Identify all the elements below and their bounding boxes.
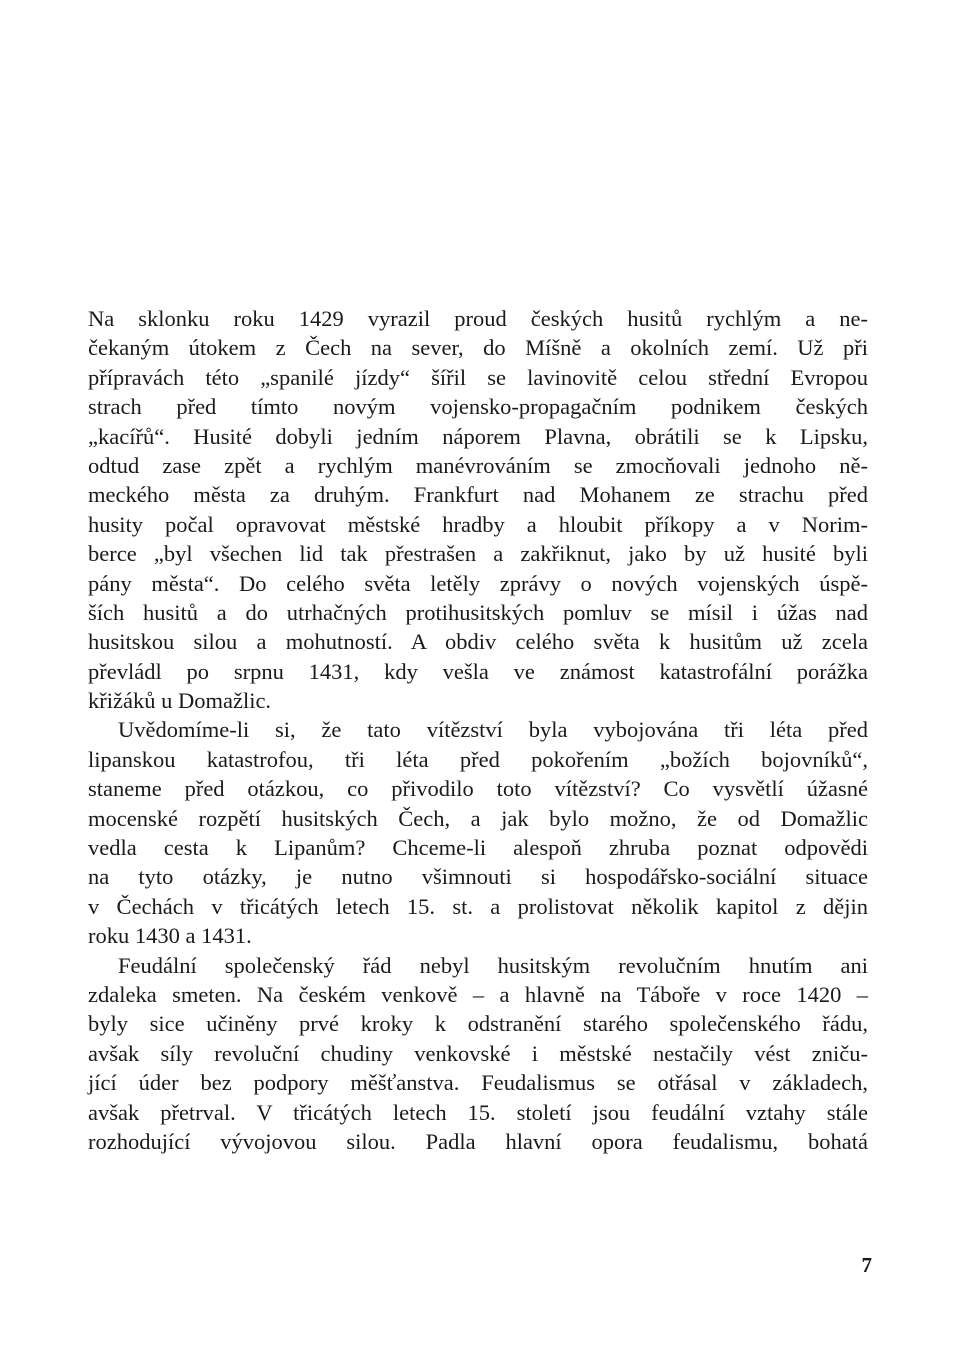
- text-line: Feudální společenský řád nebyl husitským revolučním hnutím ani: [118, 952, 868, 978]
- paragraph-1: [88, 304, 868, 715]
- text-line: jící úder bez podpory měšťanstva. Feudalismus se otřásal v základech,: [88, 1070, 868, 1096]
- text-line: avšak síly revoluční chudiny venkovské i městské nestačily vést zniču-: [88, 1040, 868, 1066]
- text-line: berce „byl všechen lid tak přestrašen a zakřiknut, jako by už husité byli: [88, 541, 868, 567]
- text-line: rozhodující vývojovou silou. Padla hlavní opora feudalismu, bohatá: [88, 1128, 868, 1154]
- text-line: meckého města za druhým. Frankfurt nad Mohanem ze strachu před: [88, 482, 868, 508]
- text-line: přípravách této „spanilé jízdy“ šířil se lavinovitě celou střední Evropou: [88, 364, 868, 390]
- text-line: husity počal opravovat městské hradby a hloubit příkopy a v Norim-: [88, 511, 868, 537]
- text-line: vedla cesta k Lipanům? Chceme-li alespoň zhruba poznat odpovědi: [88, 835, 868, 861]
- text-line: Uvědomíme-li si, že tato vítězství byla vybojována tři léta před: [118, 717, 868, 743]
- text-line: husitskou silou a mohutností. A obdiv celého světa k husitům už zcela: [88, 629, 868, 655]
- text-line: strach před tímto novým vojensko-propagačním podnikem českých: [88, 394, 868, 420]
- text-line: pány města“. Do celého světa letěly zprávy o nových vojenských úspě-: [88, 570, 868, 596]
- text-line: čekaným útokem z Čech na sever, do Míšně a okolních zemí. Už při: [88, 335, 868, 361]
- body-text: [88, 304, 868, 1156]
- text-line: roku 1430 a 1431.: [88, 923, 252, 949]
- text-line: odtud zase zpět a rychlým manévrováním se zmocňovali jednoho ně-: [88, 452, 868, 478]
- paragraph-3: [88, 951, 868, 1157]
- text-line: na tyto otázky, je nutno všimnouti si hospodářsko-sociální situace: [88, 864, 868, 890]
- paragraph-2: [88, 715, 868, 950]
- text-line: převládl po srpnu 1431, kdy vešla ve známost katastrofální porážka: [88, 658, 868, 684]
- text-line: byly sice učiněny prvé kroky k odstranění starého společenského řádu,: [88, 1011, 868, 1037]
- text-line: zdaleka smeten. Na českém venkově – a hlavně na Táboře v roce 1420 –: [88, 981, 868, 1007]
- text-line: Na sklonku roku 1429 vyrazil proud českých husitů rychlým a ne-: [88, 306, 868, 331]
- text-line: „kacířů“. Husité dobyli jedním náporem Plavna, obrátili se k Lipsku,: [88, 423, 868, 449]
- text-line: avšak přetrval. V třicátých letech 15. století jsou feudální vztahy stále: [88, 1099, 868, 1125]
- text-line: křižáků u Domažlic.: [88, 688, 272, 714]
- text-line: ších husitů a do utrhačných protihusitských pomluv se mísil i úžas nad: [88, 599, 868, 625]
- page-number: 7: [861, 1253, 872, 1277]
- text-line: staneme před otázkou, co přivodilo toto vítězství? Co vysvětlí úžasné: [88, 776, 868, 802]
- text-line: v Čechách v třicátých letech 15. st. a prolistovat několik kapitol z dějin: [88, 893, 868, 919]
- text-line: lipanskou katastrofou, tři léta před pokořením „božích bojovníků“,: [88, 746, 868, 772]
- text-line: mocenské rozpětí husitských Čech, a jak bylo možno, že od Domažlic: [88, 805, 868, 831]
